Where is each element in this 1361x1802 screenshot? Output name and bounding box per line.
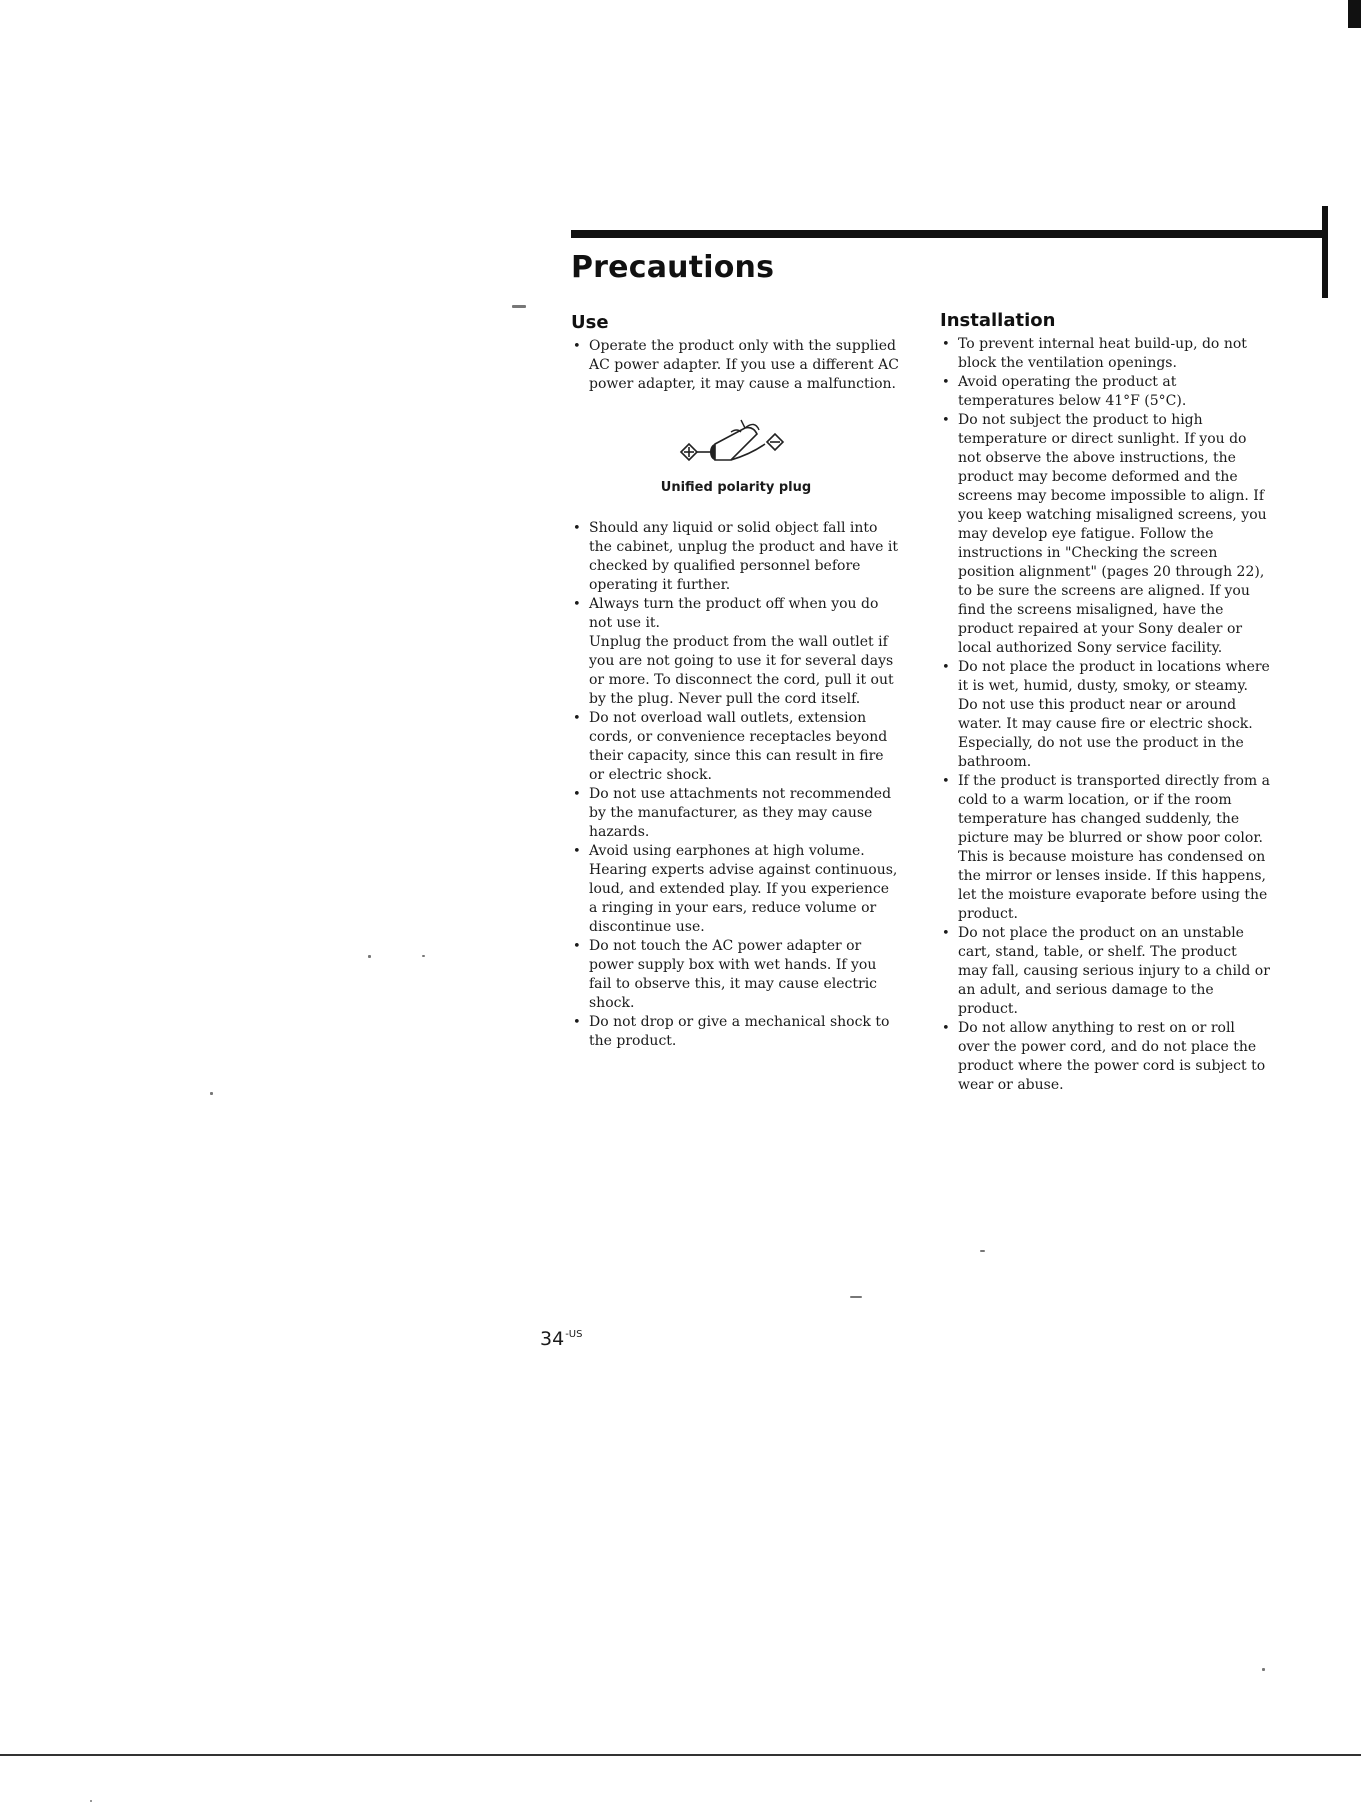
list-item: • Do not place the product in locations where it is wet, humid, dusty, smoky, or steamy. Do not use this product near or around water. It may cause fire or electric shock. Especially, do not use the product in the bathroom. bbox=[940, 658, 1270, 772]
installation-heading: Installation bbox=[940, 310, 1056, 331]
scan-speck bbox=[850, 1296, 862, 1298]
list-item: • Do not touch the AC power adapter or power supply box with wet hands. If you fail to observe this, it may cause electric shock. bbox=[571, 937, 901, 1013]
figure-caption: Unified polarity plug bbox=[660, 480, 812, 495]
page-number bbox=[540, 1328, 582, 1350]
page-number-value: 34 bbox=[540, 1328, 565, 1350]
list-item: • Should any liquid or solid object fall into the cabinet, unplug the product and have it checked by qualified personnel before operating it further. bbox=[571, 519, 901, 595]
list-item: • Do not drop or give a mechanical shock to the product. bbox=[571, 1013, 901, 1051]
list-item: • Do not place the product on an unstable cart, stand, table, or shelf. The product may fall, causing serious injury to a child or an adult, and serious damage to the product. bbox=[940, 924, 1270, 1019]
list-item-text: Always turn the product off when you do not use it. bbox=[589, 596, 879, 631]
bottom-scan-edge bbox=[0, 1754, 1361, 1756]
installation-list bbox=[940, 335, 1270, 1095]
scan-speck bbox=[210, 1092, 213, 1095]
list-item: • Avoid using earphones at high volume. Hearing experts advise against continuous, loud, and extended play. If you experience a ringing in your ears, reduce volume or discontinue use. bbox=[571, 842, 901, 937]
list-item: • Avoid operating the product at temperatures below 41°F (5°C). bbox=[940, 373, 1270, 411]
list-item: • Do not overload wall outlets, extension cords, or convenience receptacles beyond their capacity, since this can result in fire or electric shock. bbox=[571, 709, 901, 785]
use-heading: Use bbox=[571, 312, 609, 333]
list-item: • Do not allow anything to rest on or roll over the power cord, and do not place the product where the power cord is subject to wear or abuse. bbox=[940, 1019, 1270, 1095]
scan-speck bbox=[980, 1250, 985, 1252]
polarity-plug-icon bbox=[671, 414, 801, 476]
list-item: • Do not use attachments not recommended by the manufacturer, as they may cause hazards. bbox=[571, 785, 901, 842]
list-item: • If the product is transported directly from a cold to a warm location, or if the room temperature has changed suddenly, the picture may be blurred or show poor color. This is because moisture has condensed on the mirror or lenses inside. If this happens, let the moisture evaporate before using the product. bbox=[940, 772, 1270, 924]
scan-speck bbox=[1262, 1668, 1265, 1671]
installation-section bbox=[940, 310, 1270, 1095]
polarity-plug-figure bbox=[571, 414, 901, 495]
page-number-suffix: -US bbox=[565, 1329, 583, 1340]
list-item: • To prevent internal heat build-up, do not block the ventilation openings. bbox=[940, 335, 1270, 373]
use-section bbox=[571, 312, 901, 1051]
list-item: • Operate the product only with the supplied AC power adapter. If you use a different AC power adapter, it may cause a malfunction. bbox=[571, 337, 901, 394]
scan-speck bbox=[512, 305, 526, 308]
list-item-subtext: Unplug the product from the wall outlet if you are not going to use it for several days or more. To disconnect the cord, pull it out by the plug. Never pull the cord itself. bbox=[589, 634, 894, 707]
corner-registration-mark bbox=[1348, 0, 1361, 28]
list-item bbox=[571, 595, 901, 709]
use-list-bottom bbox=[571, 519, 901, 1051]
scan-speck bbox=[368, 955, 371, 958]
use-list-top bbox=[571, 337, 901, 394]
page-title: Precautions bbox=[571, 250, 775, 285]
header-rule bbox=[571, 230, 1327, 238]
scan-speck bbox=[422, 955, 425, 957]
page-edge-tab bbox=[1322, 206, 1328, 298]
list-item: • Do not subject the product to high temperature or direct sunlight. If you do not observe the above instructions, the product may become deformed and the screens may become impossible to align. If you keep watching misaligned screens, you may develop eye fatigue. Follow the instructions in "Checking the screen position alignment" (pages 20 through 22), to be sure the screens are aligned. If you find the screens misaligned, have the product repaired at your Sony dealer or local authorized Sony service facility. bbox=[940, 411, 1270, 658]
